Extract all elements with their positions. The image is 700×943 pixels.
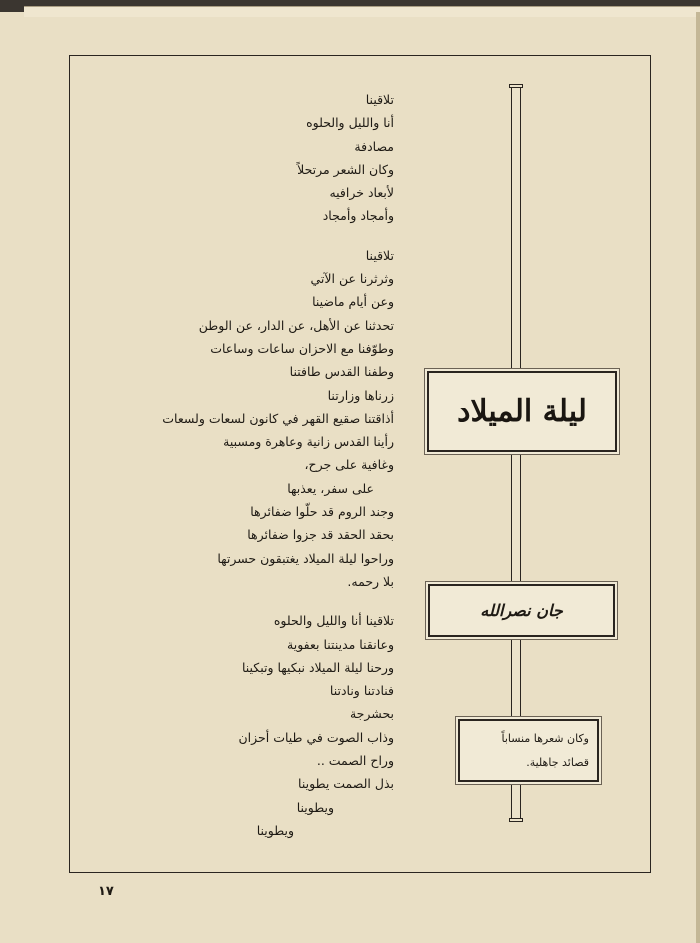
poem-line: وغافية على جرح، bbox=[304, 457, 394, 473]
poem-title: ليلة الميلاد bbox=[457, 394, 587, 429]
poem-line: وعانقنا مدينتنا بعفوية bbox=[287, 636, 394, 652]
author-name: جان نصرالله bbox=[480, 601, 563, 620]
poem-line: وراحوا ليلة الميلاد يغتبقون حسرتها bbox=[217, 550, 394, 566]
author-sign bbox=[428, 584, 615, 637]
signpost-pole-top bbox=[509, 84, 523, 88]
poem-line: بحشرجة bbox=[349, 706, 394, 722]
poem-text bbox=[74, 88, 394, 842]
poem-line: وراح الصمت .. bbox=[316, 753, 394, 769]
poem-line: تلاقينا bbox=[365, 247, 394, 263]
page-number: ١٧ bbox=[98, 884, 114, 899]
stanza-1 bbox=[74, 88, 394, 228]
poem-line: وطفنا القدس طافتنا bbox=[289, 364, 394, 380]
poem-line: زرناها وزارتنا bbox=[327, 387, 394, 403]
signpost-pole-bottom bbox=[509, 818, 523, 822]
poem-line: وجند الروم قد حلّوا ضفائرها bbox=[250, 504, 394, 520]
poem-line: بحقد الحقد قد جزوا ضفائرها bbox=[247, 527, 394, 543]
poem-line: فنادتنا ونادتنا bbox=[329, 683, 394, 699]
stanza-gap bbox=[74, 593, 394, 609]
poem-line: تحدثنا عن الأهل، عن الدار، عن الوطن bbox=[198, 317, 394, 333]
poem-line: بلا رحمه. bbox=[347, 573, 394, 589]
quote-line-2: قصائد جاهلية. bbox=[526, 755, 589, 769]
poem-line: رأينا القدس زانية وعاهرة ومسبية bbox=[223, 434, 394, 450]
title-sign bbox=[427, 371, 617, 452]
poem-line: وعن أيام ماضينا bbox=[312, 294, 394, 310]
poem-line: وكان الشعر مرتحلاً bbox=[297, 161, 394, 177]
poem-line: أذاقتنا صقيع القهر في كانون لسعات ولسعات bbox=[162, 410, 394, 426]
signpost-pole bbox=[511, 86, 521, 821]
poem-line: أنا والليل والحلوه bbox=[306, 115, 394, 131]
poem-line: وذاب الصوت في طيات أحزان bbox=[238, 729, 394, 745]
poem-line: مصادفة bbox=[354, 138, 394, 154]
poem-line: وأمجاد وأمجاد bbox=[322, 208, 394, 224]
poem-line: ويطوينا bbox=[296, 799, 334, 815]
page-right-edge bbox=[696, 12, 700, 943]
poem-line: وثرثرنا عن الآتي bbox=[310, 271, 394, 287]
stanza-2 bbox=[74, 244, 394, 593]
poem-line: تلاقينا أنا والليل والحلوه bbox=[273, 613, 394, 629]
quote-sign bbox=[458, 719, 599, 782]
poem-line: ويطوينا bbox=[256, 822, 294, 838]
poem-line: تلاقينا bbox=[365, 92, 394, 107]
poem-line: وطوّفنا مع الاحزان ساعات وساعات bbox=[210, 340, 394, 356]
stanza-3 bbox=[74, 609, 394, 842]
poem-line: بذل الصمت يطوينا bbox=[298, 776, 394, 792]
stanza-gap bbox=[74, 228, 394, 244]
poem-line: ورحنا ليلة الميلاد نبكيها وتبكينا bbox=[241, 659, 394, 675]
quote-line-1: وكان شعرها منساباً bbox=[501, 731, 589, 745]
page-top-paper bbox=[24, 6, 700, 17]
poem-line: على سفر، يعذبها bbox=[287, 480, 374, 496]
poem-line: لأبعاد خرافيه bbox=[329, 185, 394, 201]
